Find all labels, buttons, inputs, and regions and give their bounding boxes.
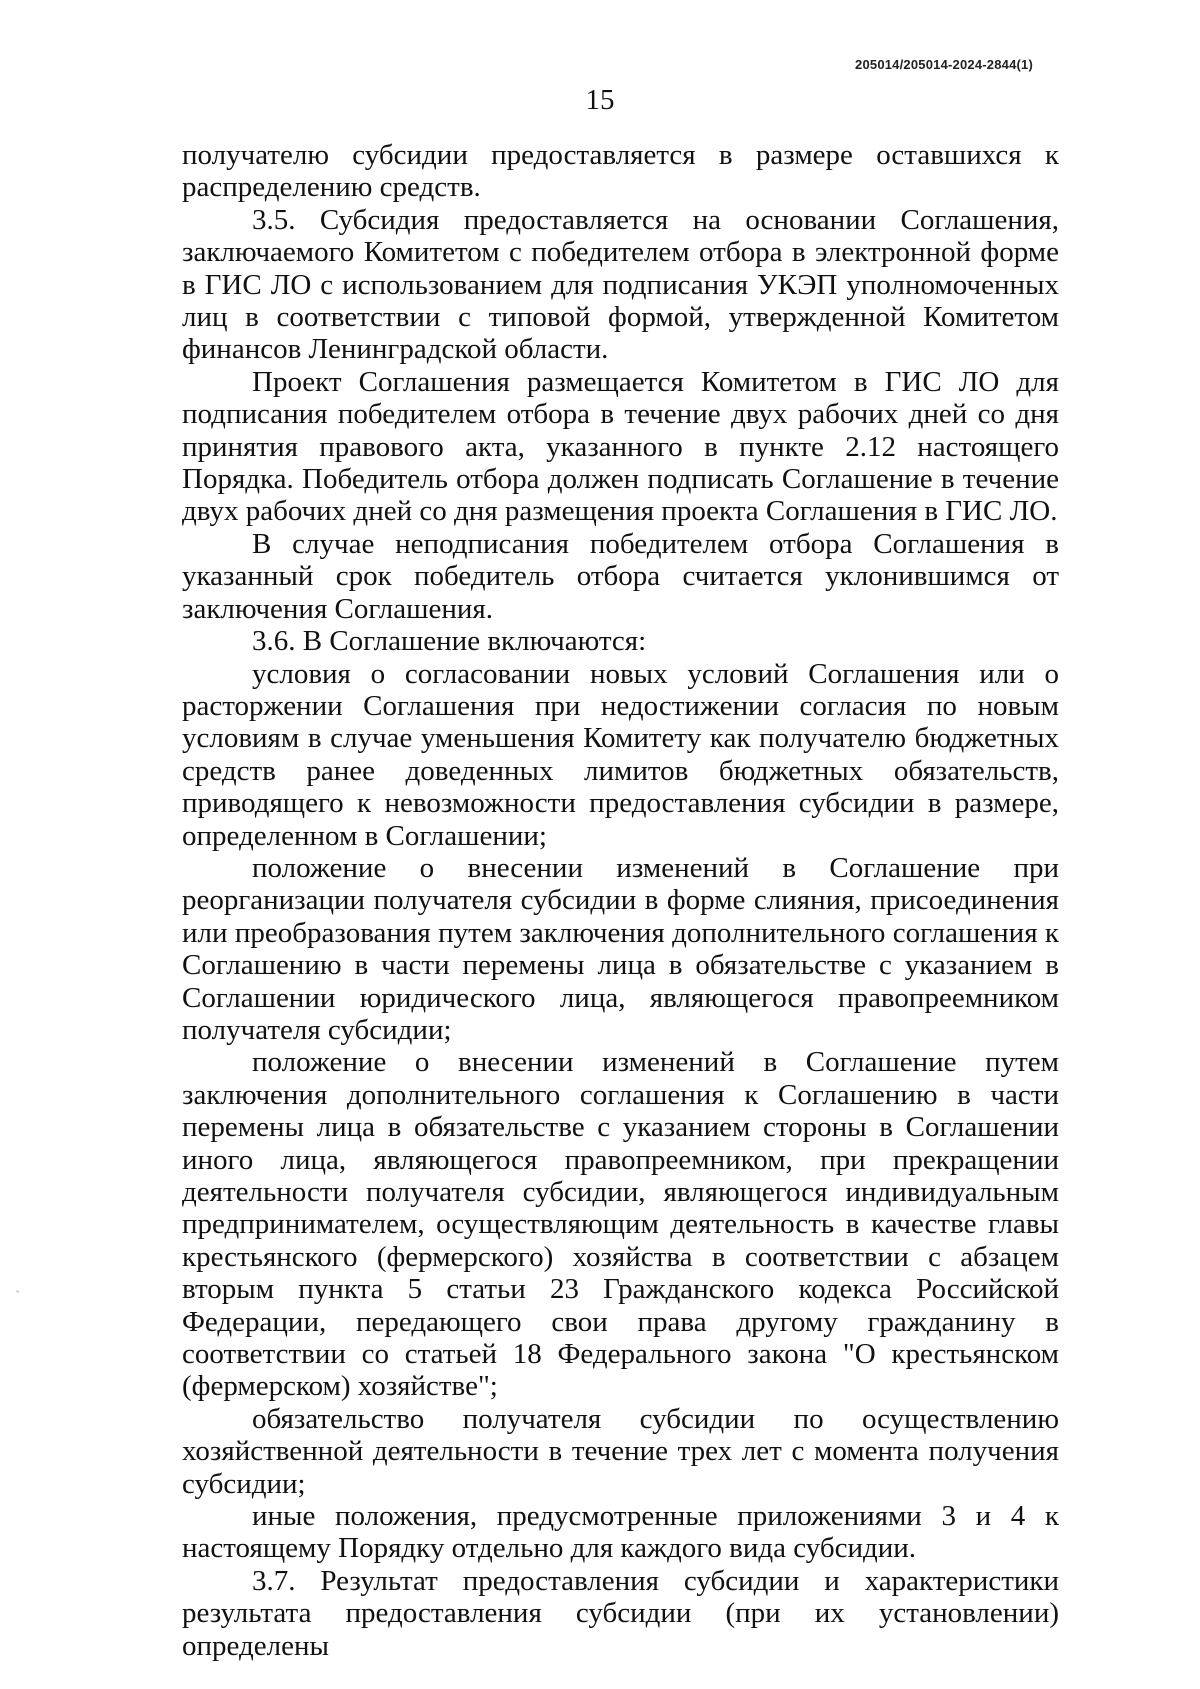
paragraph-condition-succession: положение о внесении изменений в Соглашение путем заключения дополнительного соглашения к Соглашению в части перемены лица в обязательстве с указанием стороны в Соглашении иного лица, являющегося правопреемником, при прекращении деятельности получателя субсидии, являющегося индивидуальным предпринимателем, осуществляющим деятельность в качестве главы крестьянского (фермерского) хозяйства в соответствии с абзацем вторым пункта 5 статьи 23 Гражданского кодекса Российской Федерации, передающего свои права другому гражданину в соответствии со статьей 18 Федерального закона "О крестьянском (фермерском) хозяйстве";	[182, 1046, 1059, 1403]
paragraph-continuation: получателю субсидии предоставляется в размере оставшихся к распределению средств.	[182, 139, 1059, 204]
paragraph-3-6: 3.6. В Соглашение включаются:	[252, 625, 647, 658]
paragraph-condition-reorganization: положение о внесении изменений в Соглашение при реорганизации получателя субсидии в форме слияния, присоединения или преобразования путем заключения дополнительного соглашения к Соглашению в части перемены лица в обязательстве с указанием в Соглашении юридического лица, являющегося правопреемником получателя субсидии;	[182, 851, 1059, 1046]
paragraph-condition-obligation: обязательство получателя субсидии по осуществлению хозяйственной деятельности в течение трех лет с момента получения субсидии;	[182, 1402, 1059, 1500]
paragraph-agreement-draft: Проект Соглашения размещается Комитетом в ГИС ЛО для подписания победителем отбора в течение двух рабочих дней со дня принятия правового акта, указанного в пункте 2.12 настоящего Порядка. Победитель отбора должен подписать Соглашение в течение двух рабочих дней со дня размещения проекта Соглашения в ГИС ЛО.	[182, 365, 1059, 528]
paragraph-non-signing: В случае неподписания победителем отбора Соглашения в указанный срок победитель отбора считается уклонившимся от заключения Соглашения.	[182, 527, 1059, 625]
paragraph-3-5: 3.5. Субсидия предоставляется на основании Соглашения, заключаемого Комитетом с победителем отбора в электронной форме в ГИС ЛО с использованием для подписания УКЭП уполномоченных лиц в соответствии с типовой формой, утвержденной Комитетом финансов Ленинградской области.	[182, 203, 1059, 366]
page-number: 15	[585, 84, 615, 116]
document-body	[182, 139, 1059, 1662]
scan-speck	[16, 1290, 19, 1293]
document-id: 205014/205014-2024-2844(1)	[855, 57, 1033, 72]
paragraph-3-7: 3.7. Результат предоставления субсидии и характеристики результата предоставления субсидии (при их установлении) определены	[182, 1564, 1059, 1662]
paragraph-condition-agreement-terms: условия о согласовании новых условий Соглашения или о расторжении Соглашения при недостижении согласия по новым условиям в случае уменьшения Комитету как получателю бюджетных средств ранее доведенных лимитов бюджетных обязательств, приводящего к невозможности предоставления субсидии в размере, определенном в Соглашении;	[182, 657, 1059, 852]
paragraph-condition-other: иные положения, предусмотренные приложениями 3 и 4 к настоящему Порядку отдельно для каждого вида субсидии.	[182, 1500, 1059, 1565]
